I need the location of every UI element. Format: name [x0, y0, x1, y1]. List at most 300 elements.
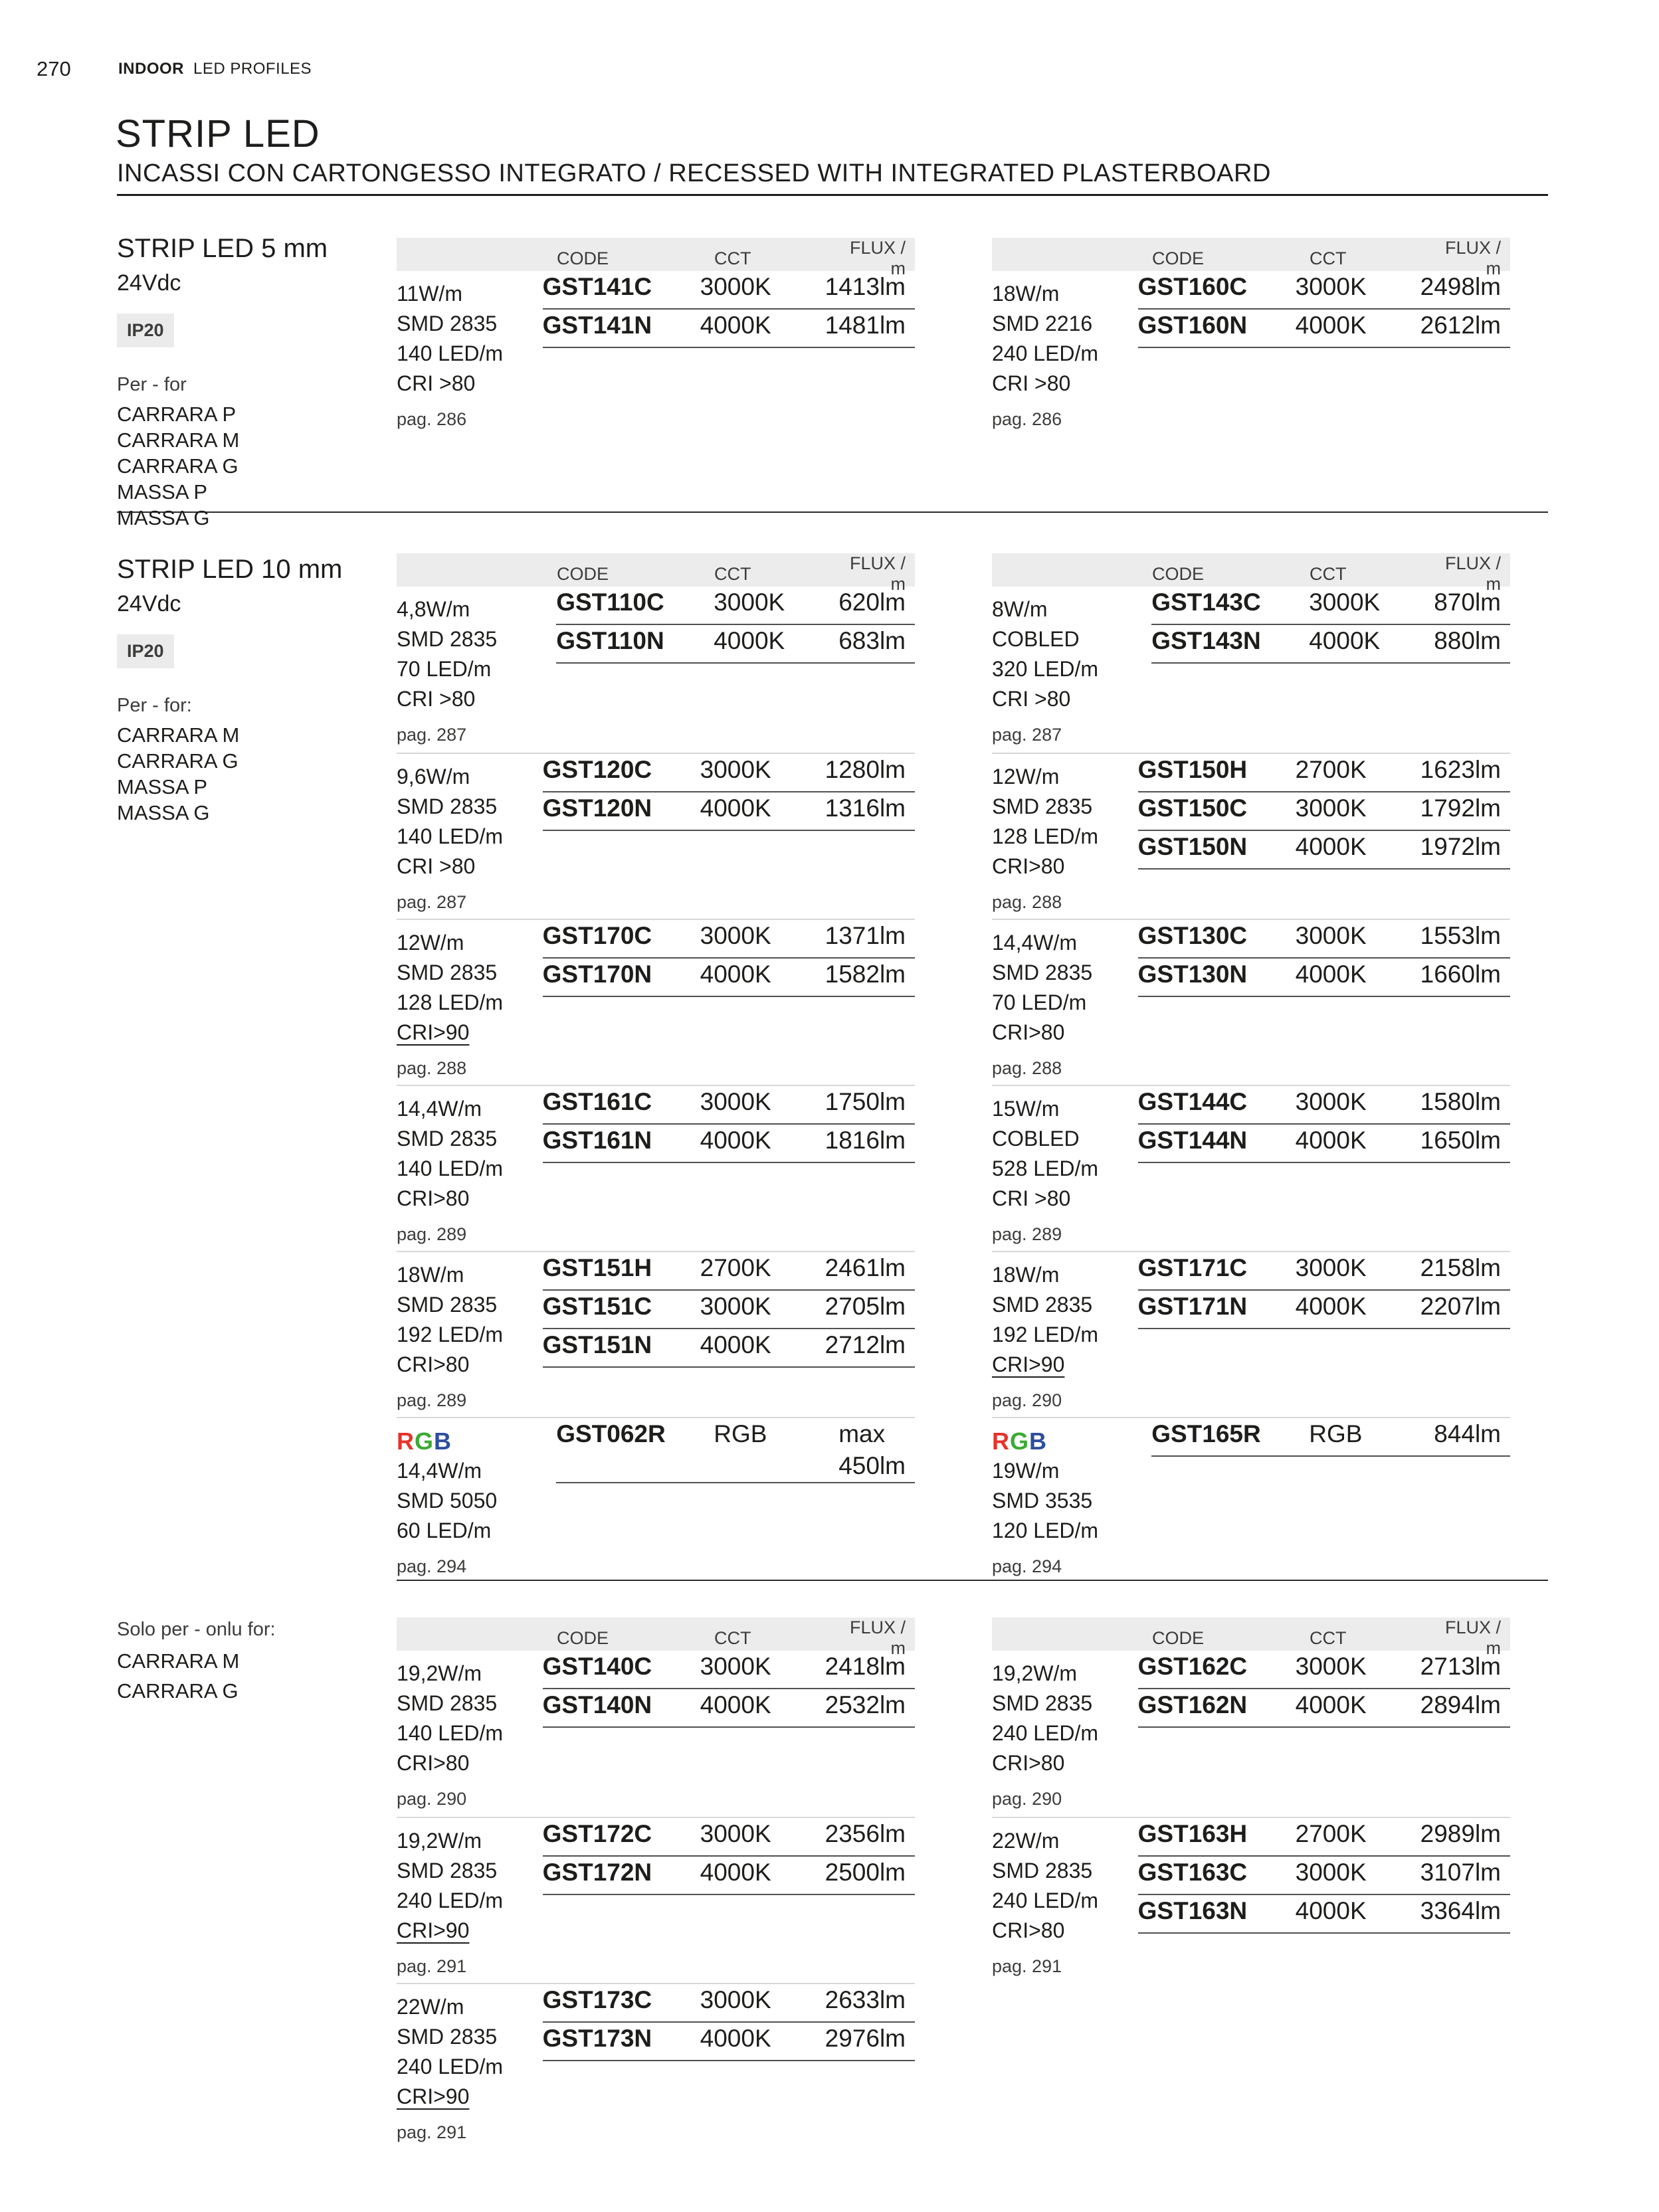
section-strip-led-10mm-sidebar: [117, 555, 383, 826]
model-name: CARRARA G: [117, 454, 239, 478]
flux-value: 1660lm: [1420, 961, 1501, 988]
product-rows: [543, 1086, 915, 1251]
product-spec: 14,4W/m: [992, 931, 1078, 955]
product-spec: CRI>80: [397, 1751, 470, 1775]
product-spec: SMD 2835: [397, 2025, 498, 2049]
product-code: GST171C: [1137, 1254, 1248, 1281]
product-row: [543, 1086, 915, 1125]
flux-value: 2498lm: [1420, 273, 1501, 300]
page-ref: pag. 289: [397, 1224, 467, 1244]
product-row: [1138, 1252, 1510, 1291]
product-spec: CRI>80: [397, 1186, 470, 1210]
cct-value: 3000K: [1295, 1088, 1367, 1115]
column-header-flux: FLUX / m: [1444, 1617, 1501, 1658]
flux-value: 3107lm: [1420, 1859, 1501, 1886]
product-spec: 19,2W/m: [992, 1661, 1078, 1685]
product-row: [543, 310, 915, 348]
table-header-row: [992, 238, 1510, 278]
voltage-label: 24Vdc: [117, 591, 181, 616]
page-number: 270: [37, 57, 71, 80]
cct-value: 2700K: [1295, 1820, 1367, 1847]
page-ref: pag. 291: [397, 2122, 467, 2142]
cct-value: 4000K: [1295, 1897, 1367, 1924]
page-ref: pag. 291: [992, 1956, 1062, 1976]
cct-value: 4000K: [1295, 833, 1367, 860]
model-list: [117, 401, 383, 531]
product-spec: 140 LED/m: [397, 341, 504, 365]
flux-value: 1371lm: [825, 922, 906, 949]
cct-value: 3000K: [700, 273, 771, 300]
product-spec: SMD 2835: [397, 1691, 498, 1715]
flux-value: 2532lm: [825, 1691, 906, 1718]
flux-value: 2418lm: [825, 1653, 906, 1680]
product-block: [992, 1085, 1510, 1251]
product-spec: 14,4W/m: [397, 1097, 482, 1121]
product-spec: SMD 3535: [992, 1489, 1093, 1513]
rgb-letter: B: [434, 1428, 452, 1455]
model-list: [117, 722, 383, 826]
product-spec: COBLED: [992, 627, 1080, 651]
product-spec: CRI >80: [397, 687, 476, 711]
table-header-row: [397, 238, 915, 278]
flux-value: 2158lm: [1420, 1254, 1501, 1281]
flux-value: 3364lm: [1420, 1897, 1501, 1924]
rgb-label: [992, 1426, 1151, 1456]
product-rows: [1138, 754, 1510, 919]
column-header-cct: CCT: [714, 248, 751, 268]
product-spec: 192 LED/m: [992, 1323, 1099, 1346]
ip-rating-badge: IP20: [117, 314, 174, 347]
product-spec: 18W/m: [992, 1263, 1060, 1287]
product-row: [1138, 792, 1510, 831]
product-row: [1138, 271, 1510, 310]
product-row: [1151, 1418, 1510, 1457]
product-block: [397, 753, 915, 919]
product-row: [556, 625, 915, 664]
flux-value: 2500lm: [825, 1859, 906, 1886]
product-rows: [1151, 1418, 1510, 1577]
product-code: GST110N: [556, 627, 664, 654]
product-row: [1138, 1689, 1510, 1728]
cct-value: 4000K: [700, 794, 771, 822]
product-rows: [543, 1984, 915, 2143]
product-code: GST141N: [542, 312, 652, 339]
column-header-cct: CCT: [714, 1627, 751, 1648]
product-info: [992, 920, 1138, 1085]
cct-value: RGB: [714, 1420, 767, 1447]
product-code: GST130C: [1137, 922, 1248, 949]
model-name: CARRARA G: [117, 749, 239, 773]
product-spec: SMD 2835: [992, 1859, 1093, 1883]
cct-value: 4000K: [700, 961, 771, 988]
per-for-label: Per - for: [117, 374, 187, 395]
product-table-5mm-left: [397, 238, 915, 430]
product-block: [992, 1417, 1510, 1577]
product-spec: 192 LED/m: [397, 1323, 504, 1346]
flux-value: 2461lm: [825, 1254, 906, 1281]
cct-value: 3000K: [700, 1653, 771, 1680]
product-code: GST163H: [1137, 1820, 1248, 1847]
section-solo-per-sidebar: [117, 1619, 383, 1706]
page-ref: pag. 290: [397, 1789, 467, 1809]
product-spec: 22W/m: [397, 1995, 464, 2019]
cct-value: 3000K: [1309, 589, 1381, 616]
product-table-solo-left: [397, 1617, 915, 2143]
column-header-code: CODE: [1152, 248, 1205, 268]
product-spec: 140 LED/m: [397, 1156, 504, 1180]
flux-value: 1792lm: [1420, 794, 1501, 822]
product-code: GST161N: [542, 1127, 652, 1154]
product-code: GST150H: [1137, 756, 1248, 783]
product-spec: SMD 5050: [397, 1489, 498, 1513]
product-spec: CRI>90: [992, 1352, 1065, 1376]
product-code: GST170N: [542, 961, 652, 988]
cct-value: 4000K: [1295, 1691, 1367, 1718]
flux-value: 2633lm: [825, 1986, 906, 2013]
cct-value: 4000K: [700, 1127, 771, 1154]
product-row: [543, 1125, 915, 1163]
product-spec: 128 LED/m: [397, 990, 504, 1014]
product-block: [397, 1251, 915, 1417]
flux-value: 2894lm: [1420, 1691, 1501, 1718]
product-spec: 128 LED/m: [992, 824, 1099, 848]
product-block: [992, 1251, 1510, 1417]
flux-value: 620lm: [838, 589, 906, 616]
product-rows: [543, 754, 915, 919]
product-row: [543, 920, 915, 959]
page-ref: pag. 287: [397, 725, 467, 745]
cct-value: 3000K: [700, 756, 771, 783]
product-spec: CRI >80: [992, 371, 1071, 395]
product-spec: 4,8W/m: [397, 597, 470, 621]
column-header-flux: FLUX / m: [1444, 553, 1501, 594]
product-info: [397, 587, 556, 753]
cct-value: 3000K: [700, 1986, 771, 2013]
section-title: STRIP LED 10 mm: [117, 555, 343, 584]
product-info: [397, 1086, 543, 1251]
cct-value: 3000K: [1295, 1653, 1367, 1680]
cct-value: 2700K: [700, 1254, 771, 1281]
product-spec: 240 LED/m: [992, 1721, 1099, 1745]
product-code: GST140C: [542, 1653, 652, 1680]
product-code: GST143C: [1151, 589, 1261, 616]
column-header-flux: FLUX / m: [1444, 238, 1501, 278]
model-name: CARRARA M: [117, 428, 240, 452]
product-spec: 18W/m: [992, 282, 1060, 306]
product-spec: CRI>90: [397, 1020, 470, 1044]
product-row: [1138, 1291, 1510, 1329]
page-ref: pag. 290: [992, 1390, 1062, 1410]
cct-value: 3000K: [700, 1293, 771, 1320]
breadcrumb-section: LED PROFILES: [193, 60, 312, 78]
product-spec: CRI>80: [397, 1352, 470, 1376]
product-rows: [556, 587, 915, 753]
flux-value: 1413lm: [825, 273, 906, 300]
product-block: [397, 919, 915, 1085]
rgb-label: [397, 1426, 556, 1456]
product-row: [543, 792, 915, 831]
product-spec: 70 LED/m: [397, 657, 492, 681]
column-header-code: CODE: [557, 1627, 609, 1648]
product-table-5mm-right: [992, 238, 1510, 430]
flux-value: 1972lm: [1420, 833, 1501, 860]
product-row: [556, 1418, 915, 1483]
product-rows: [1138, 1818, 1510, 1977]
product-spec: CRI >80: [397, 371, 476, 395]
product-spec: 60 LED/m: [397, 1519, 492, 1542]
product-spec: 22W/m: [992, 1829, 1060, 1853]
section-divider: [397, 1580, 1548, 1581]
product-rows: [1138, 1252, 1510, 1417]
product-block: [397, 1983, 915, 2143]
product-code: GST120N: [542, 794, 652, 822]
product-spec: SMD 2835: [397, 1293, 498, 1317]
cct-value: 4000K: [1309, 627, 1381, 654]
flux-value: [838, 1418, 915, 1482]
page-ref: pag. 286: [992, 409, 1062, 429]
product-block: [992, 271, 1510, 430]
product-row: [1138, 1651, 1510, 1689]
product-info: [992, 1086, 1138, 1251]
cct-value: 3000K: [700, 1820, 771, 1847]
product-spec: CRI >80: [992, 1186, 1071, 1210]
page-ref: pag. 291: [397, 1956, 467, 1976]
product-block: [992, 1817, 1510, 1977]
cct-value: 4000K: [1295, 1127, 1367, 1154]
product-info: [992, 1651, 1138, 1817]
product-rows: [543, 920, 915, 1085]
flux-multiline: max 450lm: [838, 1420, 906, 1479]
product-code: GST170C: [542, 922, 652, 949]
per-for-label: Per - for:: [117, 695, 192, 716]
column-header-code: CODE: [557, 563, 609, 584]
page-title: STRIP LED: [116, 112, 320, 155]
product-row: [543, 754, 915, 792]
product-rows: [1138, 1651, 1510, 1817]
product-info: [397, 1252, 543, 1417]
model-name: CARRARA P: [117, 403, 237, 426]
cct-value: 3000K: [1295, 1254, 1367, 1281]
product-code: GST062R: [556, 1420, 666, 1447]
cct-value: 3000K: [700, 1088, 771, 1115]
product-code: GST162C: [1137, 1653, 1248, 1680]
product-rows: [1138, 1086, 1510, 1251]
product-spec: 240 LED/m: [397, 2055, 504, 2078]
product-block: [397, 1817, 915, 1983]
product-code: GST143N: [1151, 627, 1261, 654]
flux-value: 2989lm: [1420, 1820, 1501, 1847]
product-info: [992, 1252, 1138, 1417]
product-spec: SMD 2835: [397, 1859, 498, 1883]
product-row: [1138, 1086, 1510, 1125]
product-spec: 12W/m: [397, 931, 464, 955]
product-row: [1138, 754, 1510, 792]
product-block: [397, 587, 915, 753]
rgb-letter: B: [1029, 1428, 1048, 1455]
flux-value: 683lm: [838, 627, 906, 654]
product-code: GST144C: [1137, 1088, 1248, 1115]
product-code: GST151H: [542, 1254, 652, 1281]
product-spec: 140 LED/m: [397, 824, 504, 848]
product-row: [543, 959, 915, 997]
flux-value: 1580lm: [1420, 1088, 1501, 1115]
section-title: STRIP LED 5 mm: [117, 234, 328, 263]
product-code: GST163C: [1137, 1859, 1248, 1886]
rgb-letter: R: [397, 1428, 415, 1455]
product-spec: COBLED: [992, 1127, 1080, 1151]
table-header-row: [397, 1617, 915, 1658]
cct-value: 4000K: [700, 1691, 771, 1718]
flux-value: 2612lm: [1420, 312, 1501, 339]
table-header-row: [992, 1617, 1510, 1658]
product-spec: 11W/m: [397, 282, 462, 306]
product-spec: SMD 2835: [397, 627, 498, 651]
product-spec: SMD 2835: [397, 1127, 498, 1151]
column-header-cct: CCT: [714, 563, 751, 584]
product-rows: [1138, 271, 1510, 430]
product-code: GST173N: [542, 2025, 652, 2052]
product-code: GST172N: [542, 1859, 652, 1886]
model-name: CARRARA M: [117, 1649, 240, 1673]
column-header-code: CODE: [1152, 563, 1205, 584]
product-spec: 528 LED/m: [992, 1156, 1099, 1180]
model-name: MASSA G: [117, 506, 210, 529]
model-list: [117, 1646, 383, 1706]
column-header-code: CODE: [1152, 1627, 1205, 1648]
product-spec: 240 LED/m: [397, 1889, 504, 1912]
product-info: [992, 1418, 1151, 1577]
product-code: GST140N: [542, 1691, 652, 1718]
flux-value: 1481lm: [825, 312, 906, 339]
product-spec: 8W/m: [992, 597, 1048, 621]
product-table-solo-right: [992, 1617, 1510, 1977]
product-row: [1151, 625, 1510, 664]
product-block: [397, 271, 915, 430]
cct-value: 3000K: [1295, 922, 1367, 949]
product-spec: CRI>90: [397, 1918, 470, 1942]
product-row: [543, 1689, 915, 1728]
product-info: [992, 1818, 1138, 1977]
product-info: [992, 587, 1151, 753]
page-ref: pag. 288: [992, 892, 1062, 912]
product-code: GST162N: [1137, 1691, 1248, 1718]
page-ref: pag. 286: [397, 409, 467, 429]
flux-value: 2712lm: [825, 1331, 906, 1358]
flux-value: 1650lm: [1420, 1127, 1501, 1154]
cct-value: 3000K: [1295, 273, 1367, 300]
page-ref: pag. 289: [397, 1390, 467, 1410]
page-ref: pag. 288: [992, 1058, 1062, 1078]
product-code: GST151C: [542, 1293, 652, 1320]
product-spec: SMD 2835: [992, 961, 1093, 984]
ip-rating-badge: IP20: [117, 634, 174, 668]
product-spec: CRI>80: [992, 1020, 1065, 1044]
product-row: [543, 1984, 915, 2023]
table-header-row: [397, 553, 915, 594]
product-spec: 320 LED/m: [992, 657, 1099, 681]
flux-value: 870lm: [1434, 589, 1501, 616]
flux-value: 1750lm: [825, 1088, 906, 1115]
flux-value: 1280lm: [825, 756, 906, 783]
product-block: [992, 587, 1510, 753]
product-spec: 12W/m: [992, 765, 1060, 788]
model-name: CARRARA M: [117, 723, 240, 747]
product-row: [1138, 1818, 1510, 1857]
product-row: [543, 1329, 915, 1368]
product-spec: 9,6W/m: [397, 765, 470, 788]
product-block: [397, 1651, 915, 1817]
model-name: CARRARA G: [117, 1679, 239, 1703]
rgb-letter: G: [1010, 1428, 1030, 1455]
product-spec: CRI>80: [992, 854, 1065, 878]
product-spec: SMD 2835: [397, 312, 498, 335]
product-code: GST120C: [542, 756, 652, 783]
product-row: [543, 1291, 915, 1329]
product-spec: 15W/m: [992, 1097, 1060, 1121]
product-row: [1138, 310, 1510, 348]
product-spec: 19,2W/m: [397, 1661, 482, 1685]
product-table-10mm-left: [397, 553, 915, 1577]
flux-value: 1582lm: [825, 961, 906, 988]
product-info: [397, 1818, 543, 1983]
voltage-label: 24Vdc: [117, 270, 181, 296]
product-info: [397, 754, 543, 919]
page-subtitle: INCASSI CON CARTONGESSO INTEGRATO / RECESSED WITH INTEGRATED PLASTERBOARD: [117, 159, 1271, 187]
product-rows: [543, 1651, 915, 1817]
product-block: [397, 1417, 915, 1577]
cct-value: 4000K: [1295, 961, 1367, 988]
product-code: GST172C: [542, 1820, 652, 1847]
product-table-10mm-right: [992, 553, 1510, 1577]
column-header-cct: CCT: [1310, 248, 1347, 268]
cct-value: 4000K: [1295, 312, 1367, 339]
cct-value: 4000K: [700, 1859, 771, 1886]
model-name: MASSA P: [117, 775, 208, 798]
product-code: GST160C: [1137, 273, 1248, 300]
product-code: GST173C: [542, 1986, 652, 2013]
flux-value: 844lm: [1434, 1420, 1501, 1447]
flux-value: 1316lm: [825, 794, 906, 822]
product-row: [1138, 1125, 1510, 1163]
product-block: [992, 753, 1510, 919]
column-header-cct: CCT: [1310, 1627, 1347, 1648]
cct-value: 2700K: [1295, 756, 1367, 783]
product-row: [543, 271, 915, 310]
page-ref: pag. 287: [992, 725, 1062, 745]
product-info: [992, 271, 1138, 430]
product-block: [397, 1085, 915, 1251]
product-spec: CRI>80: [992, 1751, 1065, 1775]
cct-value: 4000K: [700, 312, 771, 339]
cct-value: 3000K: [1295, 794, 1367, 822]
product-code: GST150C: [1137, 794, 1248, 822]
flux-value: 2356lm: [825, 1820, 906, 1847]
product-spec: CRI>80: [992, 1918, 1065, 1942]
column-header-flux: FLUX / m: [849, 553, 906, 594]
model-name: MASSA G: [117, 801, 210, 824]
product-spec: 19,2W/m: [397, 1829, 482, 1853]
product-block: [992, 919, 1510, 1085]
product-spec: SMD 2835: [992, 794, 1093, 818]
cct-value: 3000K: [700, 922, 771, 949]
product-rows: [543, 1252, 915, 1417]
breadcrumb: [118, 60, 312, 78]
cct-value: 3000K: [1295, 1859, 1367, 1886]
product-rows: [543, 271, 915, 430]
product-info: [397, 1418, 556, 1577]
flux-value: 1553lm: [1420, 922, 1501, 949]
solo-per-label: Solo per - onlu for:: [117, 1619, 276, 1640]
